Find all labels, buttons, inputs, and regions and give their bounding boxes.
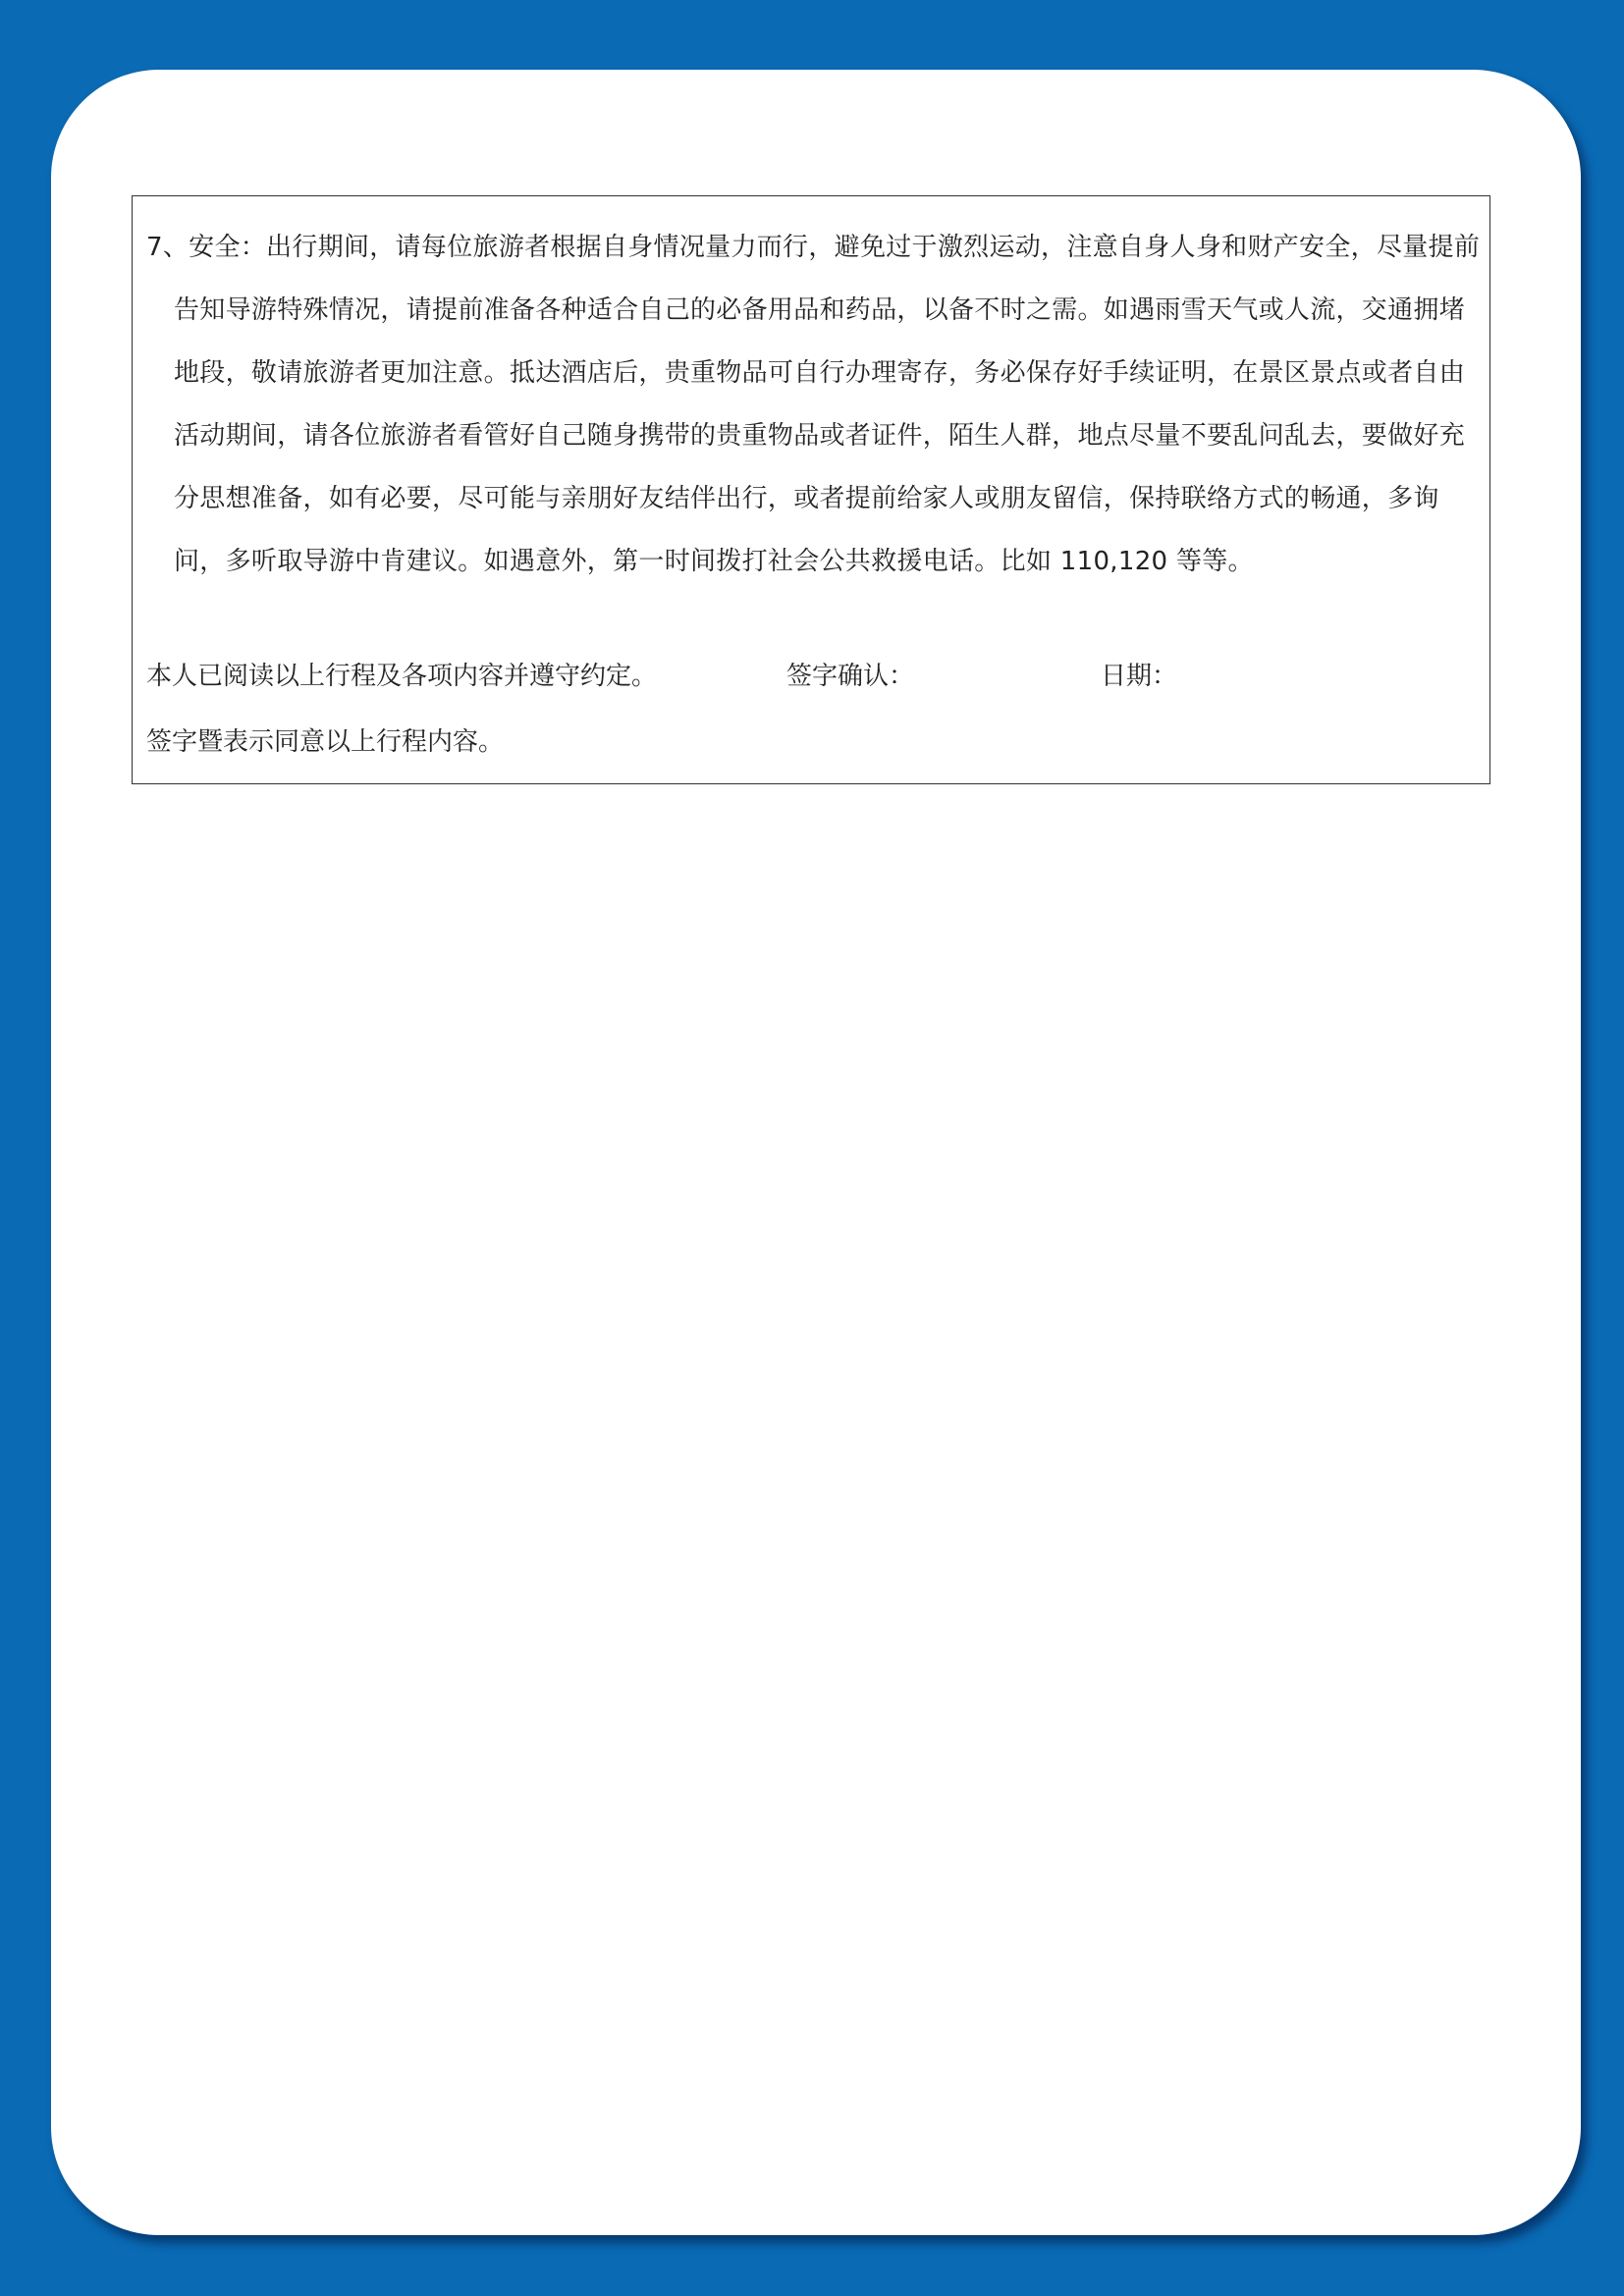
signature-label: 签字确认： [786,662,915,691]
safety-paragraph: 7、安全：出行期间，请每位旅游者根据自身情况量力而行，避免过于激烈运动，注意自身人身和财产安全，尽量提前告知导游特殊情况，请提前准备各种适合自己的必备用品和药品，以备不时之需。如遇雨雪天气或人流，交通拥堵地段，敬请旅游者更加注意。抵达酒店后，贵重物品可自行办理寄存，务必保存好手续证明，在景区景点或者自由活动期间，请各位旅游者看管好自己随身携带的贵重物品或者证件，陌生人群，地点尽量不要乱问乱去，要做好充分思想准备，如有必要，尽可能与亲朋好友结伴出行，或者提前给家人或朋友留信，保持联络方式的畅通，多询问，多听取导游中肯建议。如遇意外，第一时间拨打社会公共救援电话。比如 110,120 等等。 [146,233,1481,576]
date-label: 日期： [1101,662,1178,691]
agreement-statement: 签字暨表示同意以上行程内容。 [146,727,505,757]
notice-box [132,195,1490,784]
acknowledgement-text: 本人已阅读以上行程及各项内容并遵守约定。 [146,662,658,691]
